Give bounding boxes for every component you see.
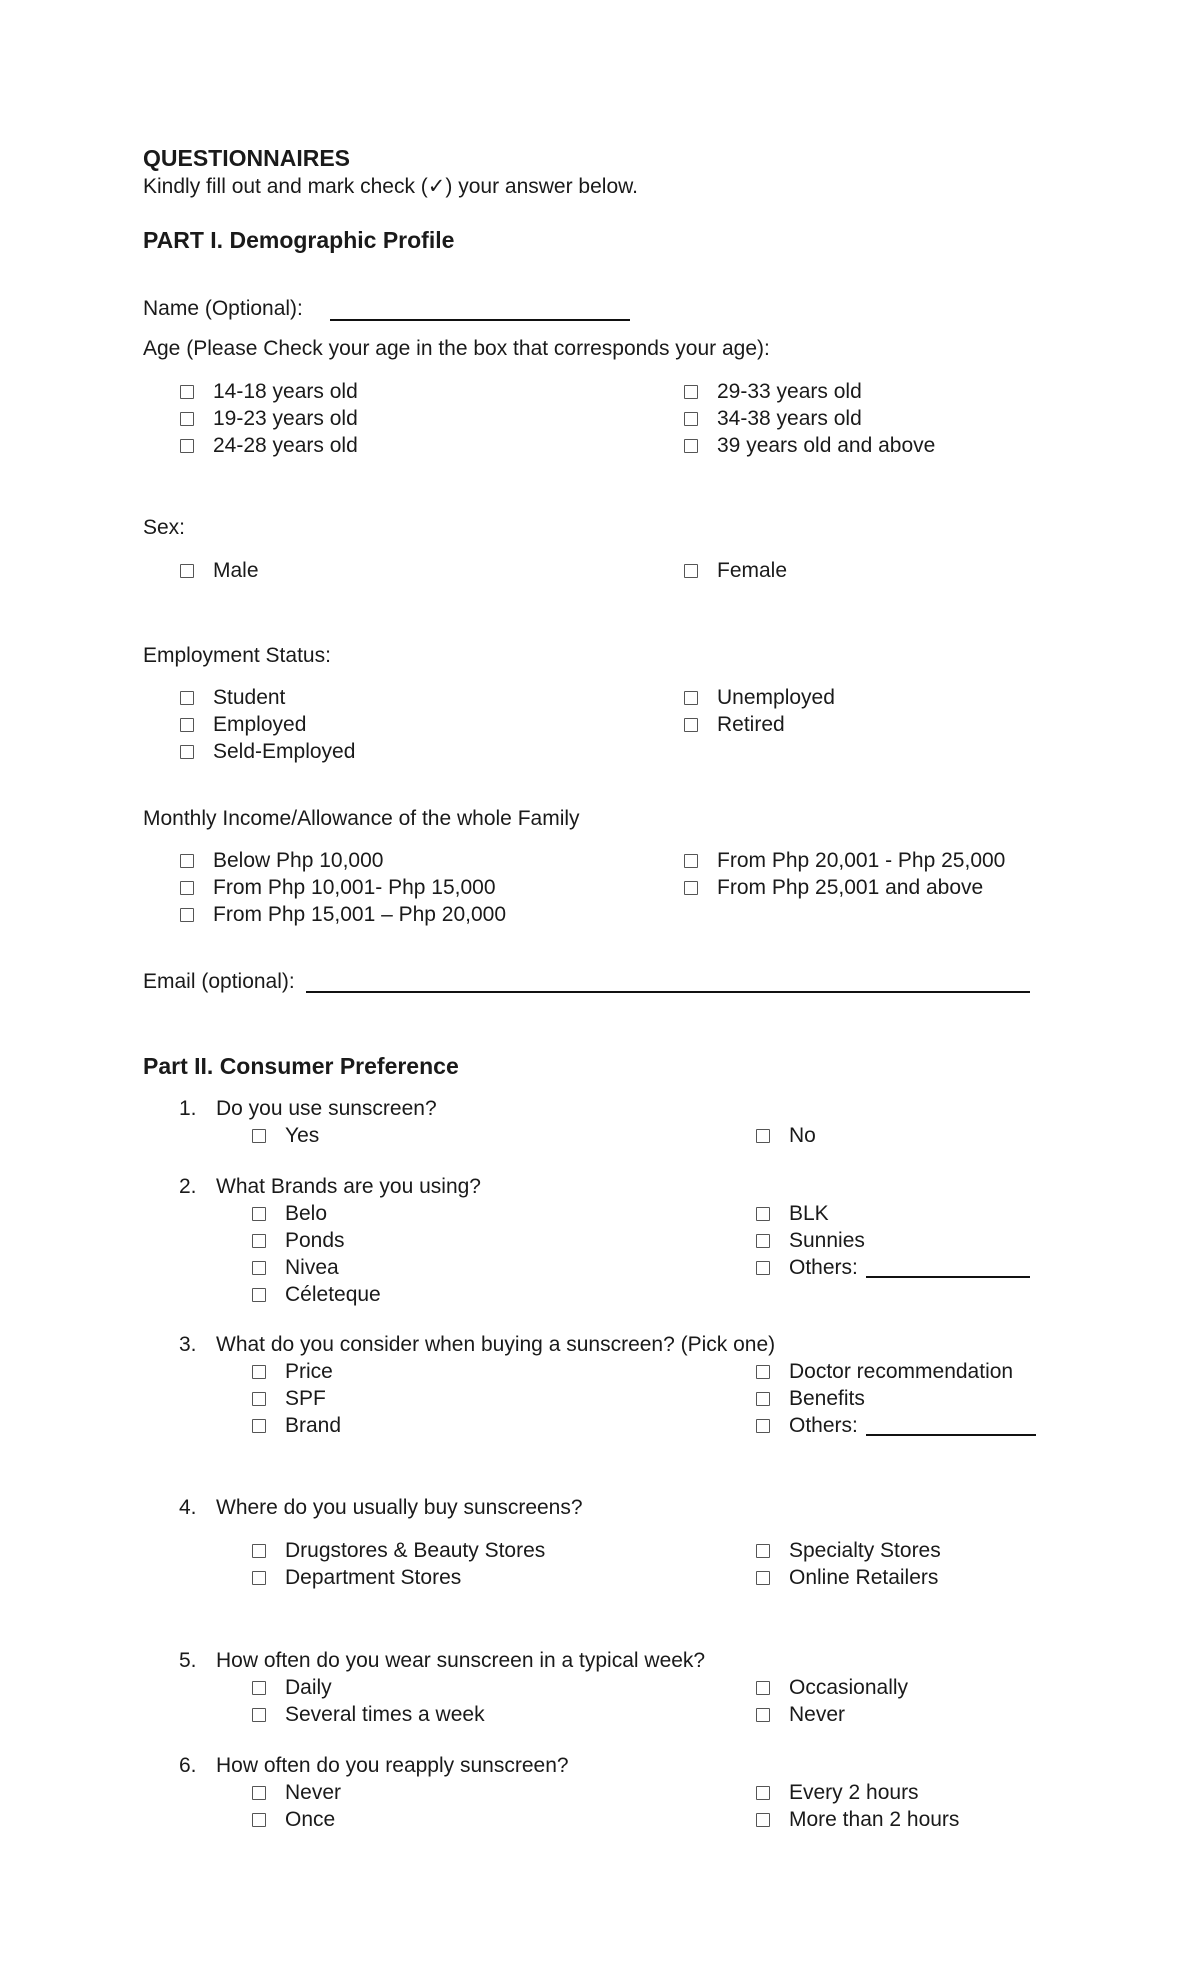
checkbox-icon[interactable] xyxy=(180,439,194,453)
checkbox-icon[interactable] xyxy=(756,1681,770,1695)
income-option[interactable]: From Php 20,001 - Php 25,000 xyxy=(684,847,1005,874)
checkbox-icon[interactable] xyxy=(252,1681,266,1695)
question-text: Where do you usually buy sunscreens? xyxy=(216,1496,583,1519)
answer-option[interactable]: Doctor recommendation xyxy=(756,1358,1013,1385)
employment-option[interactable]: Unemployed xyxy=(684,684,835,711)
checkbox-icon[interactable] xyxy=(180,412,194,426)
checkbox-icon[interactable] xyxy=(756,1234,770,1248)
sex-label: Sex: xyxy=(143,516,186,539)
employment-option[interactable]: Retired xyxy=(684,711,785,738)
checkbox-icon[interactable] xyxy=(252,1129,266,1143)
answer-option[interactable]: Brand xyxy=(252,1412,341,1439)
checkbox-icon[interactable] xyxy=(180,881,194,895)
questionnaire-title: QUESTIONNAIRES xyxy=(143,145,351,171)
answer-option[interactable]: Specialty Stores xyxy=(756,1537,941,1564)
checkbox-icon[interactable] xyxy=(180,745,194,759)
employment-label: Employment Status: xyxy=(143,644,331,667)
checkbox-icon[interactable] xyxy=(252,1813,266,1827)
answer-option[interactable]: Online Retailers xyxy=(756,1564,938,1591)
sex-option-female[interactable]: Female xyxy=(684,557,787,584)
name-input-line[interactable] xyxy=(330,319,630,321)
question-text: How often do you reapply sunscreen? xyxy=(216,1754,569,1777)
checkbox-icon[interactable] xyxy=(684,691,698,705)
income-option[interactable]: From Php 15,001 – Php 20,000 xyxy=(180,901,506,928)
question-text: Do you use sunscreen? xyxy=(216,1097,437,1120)
answer-option[interactable]: Drugstores & Beauty Stores xyxy=(252,1537,545,1564)
checkbox-icon[interactable] xyxy=(756,1207,770,1221)
age-option[interactable]: 34-38 years old xyxy=(684,405,862,432)
checkbox-icon[interactable] xyxy=(684,412,698,426)
checkbox-icon[interactable] xyxy=(684,881,698,895)
checkbox-icon[interactable] xyxy=(756,1571,770,1585)
checkbox-icon[interactable] xyxy=(180,691,194,705)
others-input-line[interactable] xyxy=(866,1276,1030,1278)
others-input-line[interactable] xyxy=(866,1434,1036,1436)
answer-option[interactable]: Never xyxy=(252,1779,341,1806)
checkbox-icon[interactable] xyxy=(252,1288,266,1302)
checkbox-icon[interactable] xyxy=(252,1392,266,1406)
checkbox-icon[interactable] xyxy=(684,385,698,399)
question-text: What Brands are you using? xyxy=(216,1175,481,1198)
answer-option[interactable]: Several times a week xyxy=(252,1701,485,1728)
answer-option[interactable]: Daily xyxy=(252,1674,332,1701)
checkbox-icon[interactable] xyxy=(756,1544,770,1558)
checkbox-icon[interactable] xyxy=(252,1544,266,1558)
question-number: 3. xyxy=(179,1333,197,1356)
instruction-text: Kindly fill out and mark check (✓) your answer below. xyxy=(143,175,638,198)
checkbox-icon[interactable] xyxy=(684,439,698,453)
age-option[interactable]: 24-28 years old xyxy=(180,432,358,459)
question-number: 4. xyxy=(179,1496,197,1519)
checkbox-icon[interactable] xyxy=(756,1419,770,1433)
income-option[interactable]: Below Php 10,000 xyxy=(180,847,383,874)
employment-option[interactable]: Employed xyxy=(180,711,306,738)
age-label: Age (Please Check your age in the box that corresponds your age): xyxy=(143,337,770,360)
age-option[interactable]: 29-33 years old xyxy=(684,378,862,405)
answer-option[interactable]: No xyxy=(756,1122,816,1149)
answer-option[interactable]: Others: xyxy=(756,1254,858,1281)
employment-option[interactable]: Student xyxy=(180,684,285,711)
answer-option[interactable]: BLK xyxy=(756,1200,829,1227)
question-text: How often do you wear sunscreen in a typical week? xyxy=(216,1649,706,1672)
answer-option[interactable]: Every 2 hours xyxy=(756,1779,919,1806)
checkbox-icon[interactable] xyxy=(180,385,194,399)
answer-option[interactable]: Price xyxy=(252,1358,333,1385)
checkbox-icon[interactable] xyxy=(684,564,698,578)
checkbox-icon[interactable] xyxy=(684,854,698,868)
checkbox-icon[interactable] xyxy=(756,1392,770,1406)
checkbox-icon[interactable] xyxy=(252,1365,266,1379)
income-option[interactable]: From Php 25,001 and above xyxy=(684,874,983,901)
checkbox-icon[interactable] xyxy=(180,718,194,732)
age-option[interactable]: 14-18 years old xyxy=(180,378,358,405)
sex-option-male[interactable]: Male xyxy=(180,557,259,584)
answer-option[interactable]: Benefits xyxy=(756,1385,865,1412)
checkbox-icon[interactable] xyxy=(180,854,194,868)
checkbox-icon[interactable] xyxy=(756,1129,770,1143)
checkbox-icon[interactable] xyxy=(756,1365,770,1379)
answer-option[interactable]: Once xyxy=(252,1806,335,1833)
checkbox-icon[interactable] xyxy=(180,564,194,578)
question-number: 2. xyxy=(179,1175,197,1198)
checkbox-icon[interactable] xyxy=(180,908,194,922)
checkbox-icon[interactable] xyxy=(252,1261,266,1275)
answer-option[interactable]: Ponds xyxy=(252,1227,345,1254)
answer-option[interactable]: More than 2 hours xyxy=(756,1806,959,1833)
checkbox-icon[interactable] xyxy=(684,718,698,732)
answer-option[interactable]: SPF xyxy=(252,1385,326,1412)
checkbox-icon[interactable] xyxy=(756,1261,770,1275)
answer-option[interactable]: Occasionally xyxy=(756,1674,908,1701)
question-text: What do you consider when buying a sunscreen? (Pick one) xyxy=(216,1333,776,1356)
answer-option[interactable]: Céleteque xyxy=(252,1281,381,1308)
checkbox-icon[interactable] xyxy=(252,1234,266,1248)
answer-option[interactable]: Yes xyxy=(252,1122,319,1149)
question-number: 5. xyxy=(179,1649,197,1672)
checkbox-icon[interactable] xyxy=(252,1571,266,1585)
checkbox-icon[interactable] xyxy=(756,1813,770,1827)
checkbox-icon[interactable] xyxy=(252,1708,266,1722)
answer-option[interactable]: Others: xyxy=(756,1412,858,1439)
checkbox-icon[interactable] xyxy=(252,1786,266,1800)
checkbox-icon[interactable] xyxy=(756,1786,770,1800)
email-input-line[interactable] xyxy=(306,991,1030,993)
income-label: Monthly Income/Allowance of the whole Family xyxy=(143,807,580,830)
answer-option[interactable]: Department Stores xyxy=(252,1564,461,1591)
email-label: Email (optional): xyxy=(143,970,295,993)
answer-option[interactable]: Belo xyxy=(252,1200,327,1227)
part1-title: PART I. Demographic Profile xyxy=(143,227,455,253)
checkbox-icon[interactable] xyxy=(252,1419,266,1433)
age-option[interactable]: 39 years old and above xyxy=(684,432,935,459)
checkbox-icon[interactable] xyxy=(252,1207,266,1221)
income-option[interactable]: From Php 10,001- Php 15,000 xyxy=(180,874,496,901)
part2-title: Part II. Consumer Preference xyxy=(143,1053,459,1079)
name-label: Name (Optional): xyxy=(143,297,303,320)
checkbox-icon[interactable] xyxy=(756,1708,770,1722)
answer-option[interactable]: Never xyxy=(756,1701,845,1728)
question-number: 6. xyxy=(179,1754,197,1777)
answer-option[interactable]: Nivea xyxy=(252,1254,339,1281)
answer-option[interactable]: Sunnies xyxy=(756,1227,865,1254)
age-option[interactable]: 19-23 years old xyxy=(180,405,358,432)
question-number: 1. xyxy=(179,1097,197,1120)
employment-option[interactable]: Seld-Employed xyxy=(180,738,355,765)
